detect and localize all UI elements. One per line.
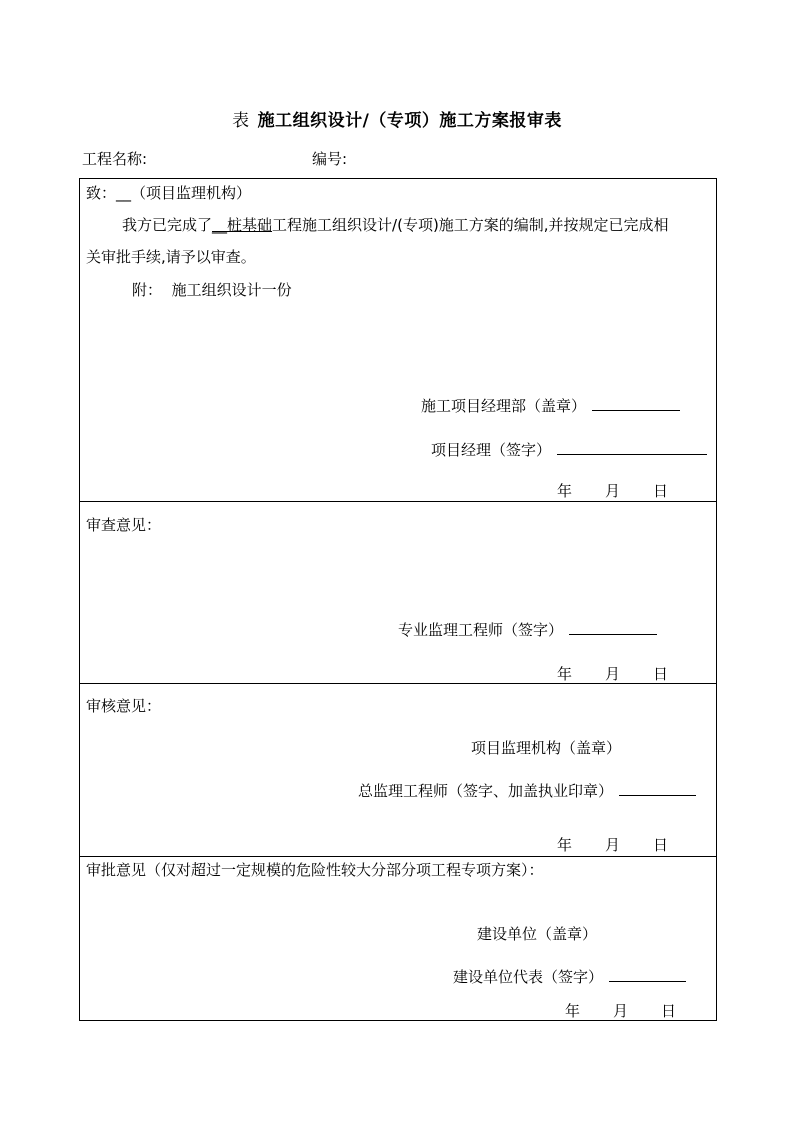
chief-sign-row <box>358 780 696 801</box>
year-label: 年 <box>557 482 573 500</box>
date-row-4 <box>565 1000 676 1021</box>
rep-sign-row <box>453 966 686 987</box>
divider-1 <box>80 501 716 502</box>
project-name-label: 工程名称: <box>82 150 148 168</box>
approval-form <box>79 178 717 1021</box>
number-label: 编号: <box>312 150 348 168</box>
project-type-field[interactable]: __桩基础 <box>212 216 273 234</box>
day-label: 日 <box>653 482 669 500</box>
attachment-line <box>132 279 292 300</box>
to-org: （项目监理机构） <box>131 184 252 202</box>
rep-sign-field[interactable] <box>609 969 686 982</box>
review-heading: 审查意见： <box>86 516 162 534</box>
year-label: 年 <box>557 665 573 683</box>
body-line1-b: 工程施工组织设计/(专项)施工方案的编制,并按规定已完成相 <box>272 216 669 234</box>
body-line-1 <box>122 214 669 235</box>
attachment-text: 施工组织设计一份 <box>171 281 292 299</box>
attachment-label: 附： <box>132 281 163 299</box>
day-label: 日 <box>653 836 669 854</box>
manager-label: 项目经理（签字） <box>431 441 552 459</box>
engineer-sign-row <box>398 619 657 640</box>
body-line-2: 关审批手续,请予以审查。 <box>86 248 256 266</box>
chief-label: 总监理工程师（签字、加盖执业印章） <box>358 782 614 800</box>
manager-sign-row <box>431 439 707 460</box>
to-blank[interactable]: __ <box>116 184 132 202</box>
manager-sign-field[interactable] <box>557 442 707 455</box>
title-text: 施工组织设计/（专项）施工方案报审表 <box>257 111 562 131</box>
divider-3 <box>80 856 716 857</box>
date-row-3 <box>557 834 668 855</box>
audit-heading: 审核意见： <box>86 697 162 715</box>
rep-label: 建设单位代表（签字） <box>453 968 604 986</box>
day-label: 日 <box>653 665 669 683</box>
date-row-1 <box>557 480 668 501</box>
month-label: 月 <box>605 836 621 854</box>
body-line1-a: 我方已完成了 <box>122 216 213 234</box>
dept-seal-row <box>421 395 680 416</box>
to-prefix: 致： <box>86 184 117 202</box>
year-label: 年 <box>557 836 573 854</box>
addressee-line <box>86 182 251 203</box>
month-label: 月 <box>605 482 621 500</box>
year-label: 年 <box>565 1002 581 1020</box>
dept-seal-field[interactable] <box>592 398 680 411</box>
chief-sign-field[interactable] <box>619 783 696 796</box>
approval-heading: 审批意见（仅对超过一定规模的危险性较大分部分项工程专项方案）： <box>86 861 544 879</box>
date-row-2 <box>557 663 668 684</box>
day-label: 日 <box>661 1002 677 1020</box>
org-seal-label: 项目监理机构（盖章） <box>471 739 622 757</box>
month-label: 月 <box>613 1002 629 1020</box>
month-label: 月 <box>605 665 621 683</box>
page-title <box>0 106 794 131</box>
engineer-sign-field[interactable] <box>569 622 657 635</box>
title-prefix: 表 <box>232 111 250 131</box>
unit-seal-label: 建设单位（盖章） <box>477 925 598 943</box>
dept-label: 施工项目经理部（盖章） <box>421 397 587 415</box>
engineer-label: 专业监理工程师（签字） <box>398 621 564 639</box>
